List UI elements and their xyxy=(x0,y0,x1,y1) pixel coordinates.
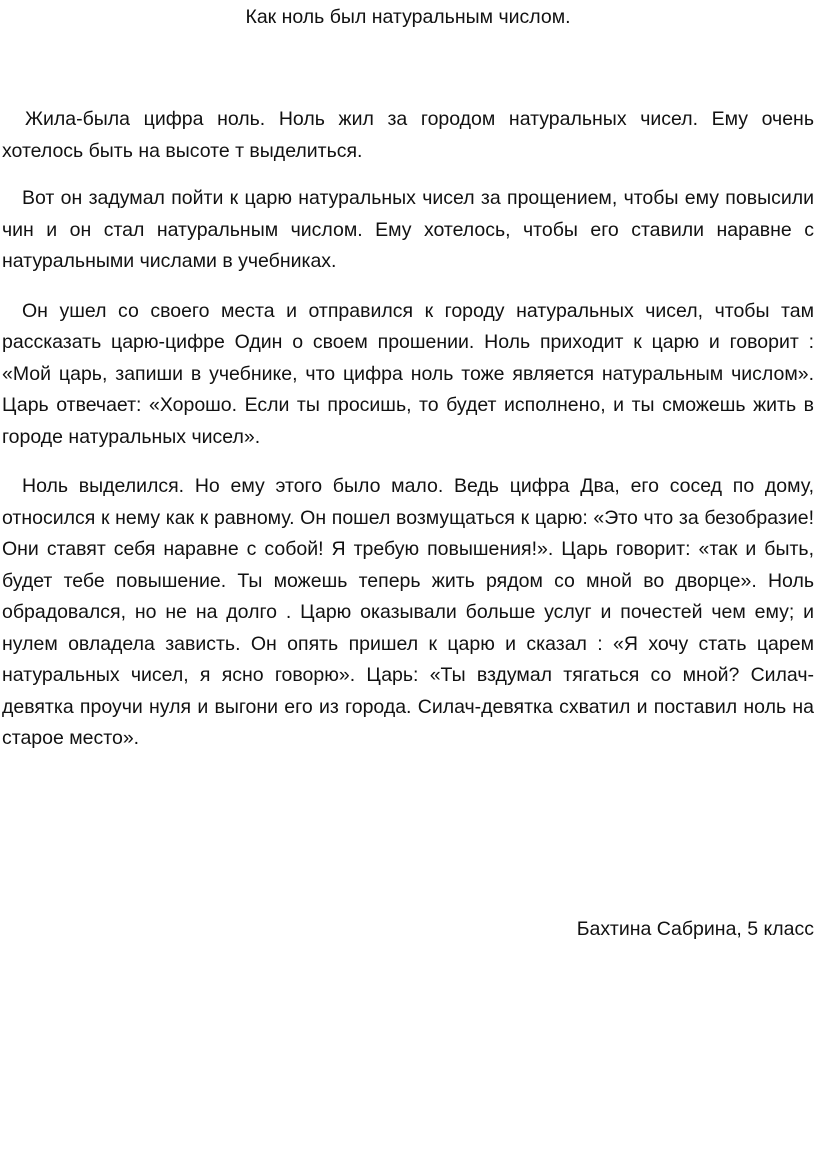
paragraph-3: Он ушел со своего места и отправился к городу натуральных чисел, чтобы там рассказать царю-цифре Один о своем прошении. Ноль приходит к царю и говорит : «Мой царь, запиши в учебнике, что цифра ноль тоже является натуральным числом». Царь отвечает: «Хорошо. Если ты просишь, то будет исполнено, и ты сможешь жить в городе натуральных чисел». xyxy=(2,299,814,448)
paragraph-2: Вот он задумал пойти к царю натуральных чисел за прощением, чтобы ему повысили чин и он стал натуральным числом. Ему хотелось, чтобы его ставили наравне с натуральными числами в учебниках. xyxy=(2,187,814,272)
document-body xyxy=(2,104,814,773)
document-title: Как ноль был натуральным числом. xyxy=(245,6,571,28)
paragraph-4: Ноль выделился. Но ему этого было мало. Ведь цифра Два, его сосед по дому, относился к нему как к равному. Он пошел возмущаться к царю: «Это что за безобразие! Они ставят себя наравне с собой! Я требую повышения!». Царь говорит: «так и быть, будет тебе повышение. Ты можешь теперь жить рядом со мной во дворце». Ноль обрадовался, но не на долго . Царю оказывали больше услуг и почестей чем ему; и нулем овладела зависть. Он опять пришел к царю и сказал : «Я хочу стать царем натуральных чисел, я ясно говорю». Царь: «Ты вздумал тягаться со мной? Силач-девятка проучи нуля и выгони его из города. Силач-девятка схватил и поставил ноль на старое место». xyxy=(2,475,814,749)
paragraph-1: Жила-была цифра ноль. Ноль жил за городом натуральных чисел. Ему очень хотелось быть на высоте т выделиться. xyxy=(2,108,814,162)
author-signature: Бахтина Сабрина, 5 класс xyxy=(576,918,814,940)
